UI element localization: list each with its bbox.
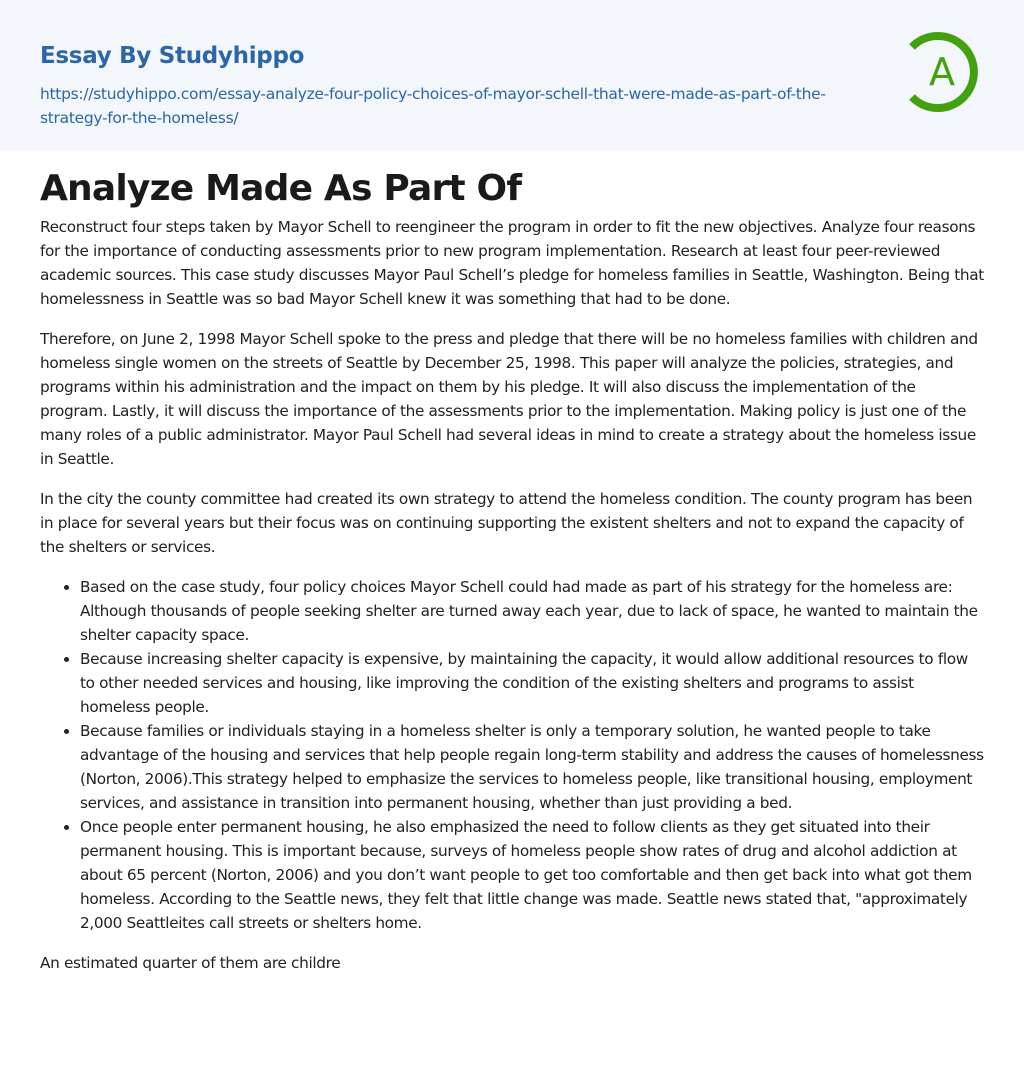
policy-choices-list (40, 575, 986, 935)
list-item: • Because families or individuals staying in a homeless shelter is only a temporary solution, he wanted people to take advantage of the housing and services that help people regain long-term stability and address the causes of homelessness (Norton, 2006).This strategy helped to emphasize the services to homeless people, like transitional housing, employment services, and assistance in transition into permanent housing, whether than just providing a bed. (80, 719, 986, 815)
list-item: • Based on the case study, four policy choices Mayor Schell could had made as part of his strategy for the homeless are: Although thousands of people seeking shelter are turned away each year, due to lack of space, he wanted to maintain the shelter capacity space. (80, 575, 986, 647)
brand-title: Essay By Studyhippo (40, 43, 305, 69)
source-url-link[interactable]: https://studyhippo.com/essay-analyze-four-policy-choices-of-mayor-schell-that-were-made-as-part-of-the-strategy-for-the-homeless/ (40, 85, 826, 127)
paragraph-intro: Reconstruct four steps taken by Mayor Schell to reengineer the program in order to fit the new objectives. Analyze four reasons for the importance of conducting assessments prior to new program implementation. Research at least four peer-reviewed academic sources. This case study discusses Mayor Paul Schell’s pledge for homeless families in Seattle, Washington. Being that homelessness in Seattle was so bad Mayor Schell knew it was something that had to be done. (40, 218, 984, 308)
site-header (0, 0, 1024, 150)
article-content (40, 215, 986, 991)
list-item: • Because increasing shelter capacity is expensive, by maintaining the capacity, it would allow additional resources to flow to other needed services and housing, like improving the condition of the existing shelters and programs to assist homeless people. (80, 647, 986, 719)
paragraph-pledge: Therefore, on June 2, 1998 Mayor Schell spoke to the press and pledge that there will be no homeless families with children and homeless single women on the streets of Seattle by December 25, 1998. This paper will analyze the policies, strategies, and programs within his administration and the impact on them by his pledge. It will also discuss the implementation of the program. Lastly, it will discuss the importance of the assessments prior to the implementation. Making policy is just one of the many roles of a public administrator. Mayor Paul Schell had several ideas in mind to create a strategy about the homeless issue in Seattle. (40, 330, 978, 468)
paragraph-county-strategy: In the city the county committee had created its own strategy to attend the homeless condition. The county program has been in place for several years but their focus was on continuing supporting the existent shelters and not to expand the capacity of the shelters or services. (40, 490, 973, 556)
paragraph-closing: An estimated quarter of them are childre (40, 954, 341, 972)
svg-text:A: A (929, 50, 955, 94)
list-item: • Once people enter permanent housing, he also emphasized the need to follow clients as they get situated into their permanent housing. This is important because, surveys of homeless people show rates of drug and alcohol addiction at about 65 percent (Norton, 2006) and you don’t want people to get too comfortable and then get back into what got them homeless. According to the Seattle news, they felt that little change was made. Seattle news stated that, "approximately 2,000 Seattleites call streets or shelters home. (80, 815, 986, 935)
page-title: Analyze Made As Part Of (40, 168, 522, 209)
studyhippo-logo-icon[interactable] (900, 29, 986, 115)
